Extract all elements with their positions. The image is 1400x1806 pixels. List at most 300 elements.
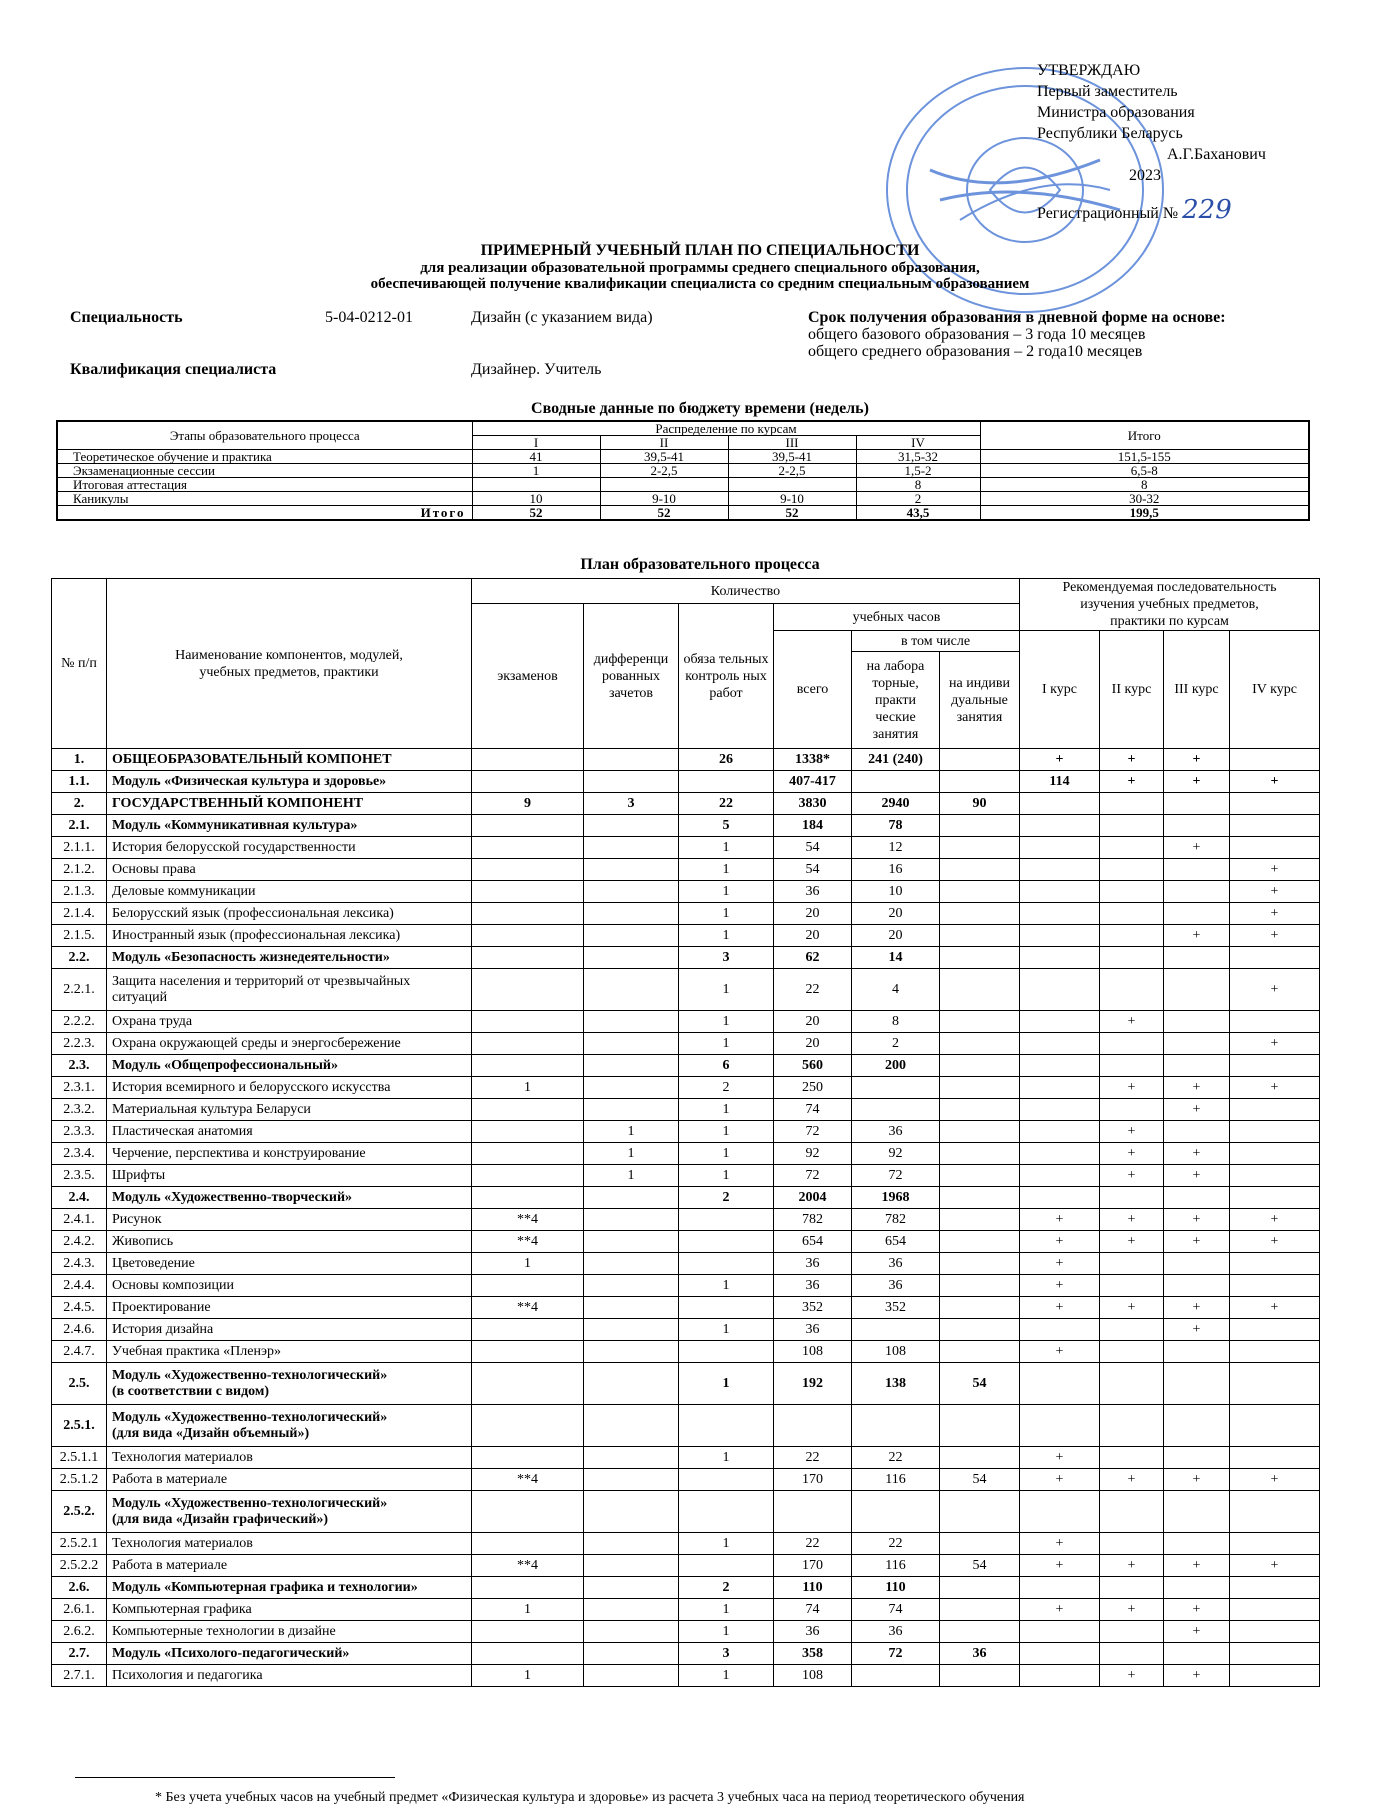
hours-individual — [940, 1055, 1020, 1077]
row-name: Компьютерные технологии в дизайне — [107, 1621, 472, 1643]
row-number: 2.4.1. — [52, 1209, 107, 1231]
hours-lab: 92 — [852, 1143, 940, 1165]
hours-individual: 36 — [940, 1643, 1020, 1665]
diff-credits-count — [584, 1577, 679, 1599]
hours-lab: 74 — [852, 1599, 940, 1621]
row-number: 2.3.5. — [52, 1165, 107, 1187]
control-works-count: 5 — [679, 815, 774, 837]
course-1-mark — [1020, 1621, 1100, 1643]
plan-row — [52, 1011, 1320, 1033]
budget-row — [57, 478, 1309, 492]
course-2-mark: + — [1100, 771, 1164, 793]
budget-row — [57, 464, 1309, 478]
row-name: Модуль «Психолого-педагогический» — [107, 1643, 472, 1665]
hours-total: 62 — [774, 947, 852, 969]
course-2-mark: + — [1100, 1121, 1164, 1143]
course-3-mark — [1164, 1187, 1230, 1209]
course-4-mark: + — [1230, 1033, 1320, 1055]
row-name: Шрифты — [107, 1165, 472, 1187]
course-3-mark: + — [1164, 925, 1230, 947]
hours-individual: 54 — [940, 1555, 1020, 1577]
control-works-count — [679, 1405, 774, 1447]
course-4-mark — [1230, 1577, 1320, 1599]
control-works-count: 3 — [679, 1643, 774, 1665]
course-2-mark — [1100, 881, 1164, 903]
row-number: 2.1. — [52, 815, 107, 837]
row-number: 2.1.2. — [52, 859, 107, 881]
course-2-mark: + — [1100, 749, 1164, 771]
plan-row — [52, 1491, 1320, 1533]
plan-table-title: План образовательного процесса — [580, 556, 820, 573]
row-number: 2.1.4. — [52, 903, 107, 925]
plan-row — [52, 859, 1320, 881]
header-sequence-line-2: изучения учебных предметов, — [1080, 597, 1259, 612]
course-4-mark: + — [1230, 903, 1320, 925]
diff-credits-count — [584, 1491, 679, 1533]
footnote: * Без учета учебных часов на учебный предмет «Физическая культура и здоровье» из расчета 3 учебных часа на период теоретического обучения — [155, 1790, 1025, 1805]
course-4-mark — [1230, 1121, 1320, 1143]
row-name — [107, 1491, 472, 1533]
hours-total: 20 — [774, 1011, 852, 1033]
course-2-mark: + — [1100, 1231, 1164, 1253]
hours-individual — [940, 1297, 1020, 1319]
row-name: Охрана окружающей среды и энергосбережение — [107, 1033, 472, 1055]
row-name-line-1: Модуль «Художественно-технологический» — [112, 1409, 388, 1425]
diff-credits-count — [584, 1469, 679, 1491]
course-3-mark — [1164, 903, 1230, 925]
budget-header-stages: Этапы образовательного процесса — [57, 421, 472, 450]
row-name: Модуль «Безопасность жизнедеятельности» — [107, 947, 472, 969]
plan-row — [52, 749, 1320, 771]
row-number: 2.1.5. — [52, 925, 107, 947]
header-sequence-line-1: Рекомендуемая последовательность — [1062, 580, 1277, 595]
registration-label: Регистрационный № — [1037, 205, 1179, 222]
hours-individual — [940, 1491, 1020, 1533]
budget-course-value: 8 — [856, 478, 980, 492]
plan-row — [52, 1533, 1320, 1555]
course-2-mark — [1100, 1187, 1164, 1209]
control-works-count — [679, 1209, 774, 1231]
row-name: Основы права — [107, 859, 472, 881]
hours-total: 184 — [774, 815, 852, 837]
hours-individual: 54 — [940, 1469, 1020, 1491]
hours-lab: 78 — [852, 815, 940, 837]
exams-count — [472, 1033, 584, 1055]
course-3-mark: + — [1164, 1319, 1230, 1341]
plan-row — [52, 1165, 1320, 1187]
course-1-mark — [1020, 1033, 1100, 1055]
hours-lab: 138 — [852, 1363, 940, 1405]
exams-count — [472, 1447, 584, 1469]
course-4-mark — [1230, 1643, 1320, 1665]
plan-row — [52, 1121, 1320, 1143]
row-number: 2.1.1. — [52, 837, 107, 859]
course-1-mark — [1020, 881, 1100, 903]
approval-block — [1037, 60, 1266, 224]
course-1-mark — [1020, 1121, 1100, 1143]
hours-total: 352 — [774, 1297, 852, 1319]
hours-total: 560 — [774, 1055, 852, 1077]
budget-course: III — [728, 436, 856, 450]
diff-credits-count — [584, 1055, 679, 1077]
hours-individual — [940, 859, 1020, 881]
hours-individual — [940, 1099, 1020, 1121]
diff-credits-count — [584, 881, 679, 903]
course-1-mark: + — [1020, 1447, 1100, 1469]
course-1-mark — [1020, 1099, 1100, 1121]
course-3-mark — [1164, 1253, 1230, 1275]
row-number: 2.3.2. — [52, 1099, 107, 1121]
control-works-count — [679, 1341, 774, 1363]
row-number: 2.3. — [52, 1055, 107, 1077]
row-name: ГОСУДАРСТВЕННЫЙ КОМПОНЕНТ — [107, 793, 472, 815]
diff-credits-count — [584, 1099, 679, 1121]
course-3-mark — [1164, 1055, 1230, 1077]
course-3-mark: + — [1164, 1099, 1230, 1121]
budget-course-value: 39,5-41 — [728, 450, 856, 464]
course-4-mark: + — [1230, 1231, 1320, 1253]
row-name: Рисунок — [107, 1209, 472, 1231]
course-3-mark: + — [1164, 1297, 1230, 1319]
control-works-count — [679, 1231, 774, 1253]
hours-individual — [940, 1253, 1020, 1275]
hours-individual — [940, 1165, 1020, 1187]
exams-count: **4 — [472, 1297, 584, 1319]
course-1-mark: + — [1020, 1209, 1100, 1231]
row-number: 2.1.3. — [52, 881, 107, 903]
hours-lab — [852, 1405, 940, 1447]
approval-line: УТВЕРЖДАЮ — [1037, 62, 1141, 79]
course-1-mark — [1020, 1319, 1100, 1341]
exams-count — [472, 903, 584, 925]
hours-total: 170 — [774, 1469, 852, 1491]
budget-course: IV — [856, 436, 980, 450]
course-4-mark — [1230, 1187, 1320, 1209]
plan-header-number: № п/п — [52, 579, 107, 749]
course-1-mark — [1020, 793, 1100, 815]
control-works-count: 1 — [679, 881, 774, 903]
control-works-count: 1 — [679, 1599, 774, 1621]
study-term — [808, 309, 1226, 360]
course-3-mark — [1164, 1121, 1230, 1143]
exams-count — [472, 1121, 584, 1143]
subtitle-line-1: для реализации образовательной программы среднего специального образования, — [420, 260, 980, 276]
specialty-name: Дизайн (с указанием вида) — [471, 309, 653, 326]
diff-credits-count — [584, 1533, 679, 1555]
diff-credits-count — [584, 925, 679, 947]
hours-total: 36 — [774, 1621, 852, 1643]
plan-row — [52, 1231, 1320, 1253]
hours-total: 22 — [774, 1447, 852, 1469]
course-1-mark — [1020, 947, 1100, 969]
hours-total: 36 — [774, 1253, 852, 1275]
hours-individual — [940, 1187, 1020, 1209]
hours-total: 782 — [774, 1209, 852, 1231]
exams-count: 1 — [472, 1253, 584, 1275]
row-number: 2.7.1. — [52, 1665, 107, 1687]
plan-row — [52, 1077, 1320, 1099]
budget-stage-label: Каникулы — [57, 492, 472, 506]
course-4-mark — [1230, 1253, 1320, 1275]
budget-course-value: 39,5-41 — [600, 450, 728, 464]
hours-total: 22 — [774, 1533, 852, 1555]
course-4-mark — [1230, 1665, 1320, 1687]
plan-header-name — [107, 579, 472, 749]
exams-count — [472, 1363, 584, 1405]
row-name: Модуль «Компьютерная графика и технологии» — [107, 1577, 472, 1599]
budget-course-value: 52 — [600, 506, 728, 521]
budget-stage-label: Итоговая аттестация — [57, 478, 472, 492]
course-2-mark: + — [1100, 1469, 1164, 1491]
course-2-mark — [1100, 925, 1164, 947]
diff-credits-count — [584, 1447, 679, 1469]
plan-row — [52, 1447, 1320, 1469]
budget-header-total: Итого — [980, 421, 1309, 450]
course-3-mark: + — [1164, 749, 1230, 771]
diff-credits-count: 1 — [584, 1165, 679, 1187]
control-works-count: 1 — [679, 1165, 774, 1187]
course-2-mark — [1100, 1533, 1164, 1555]
course-2-mark: + — [1100, 1599, 1164, 1621]
course-3-mark: + — [1164, 837, 1230, 859]
hours-total: 92 — [774, 1143, 852, 1165]
control-works-count: 1 — [679, 1621, 774, 1643]
course-1-mark: + — [1020, 1341, 1100, 1363]
control-works-count: 1 — [679, 1363, 774, 1405]
plan-row — [52, 1099, 1320, 1121]
hours-lab: 108 — [852, 1341, 940, 1363]
hours-lab — [852, 1319, 940, 1341]
control-works-count: 1 — [679, 1275, 774, 1297]
row-number: 2.5.2. — [52, 1491, 107, 1533]
course-1-mark — [1020, 925, 1100, 947]
row-number: 2.4.6. — [52, 1319, 107, 1341]
control-works-count: 1 — [679, 1033, 774, 1055]
exams-count — [472, 771, 584, 793]
diff-credits-count — [584, 1555, 679, 1577]
control-works-count — [679, 1253, 774, 1275]
exams-count: 1 — [472, 1077, 584, 1099]
diff-credits-count: 3 — [584, 793, 679, 815]
hours-individual — [940, 1447, 1020, 1469]
control-works-count: 1 — [679, 837, 774, 859]
course-3-mark — [1164, 881, 1230, 903]
exams-count — [472, 969, 584, 1011]
row-number: 2.5.1. — [52, 1405, 107, 1447]
row-name-line-2: (для вида «Дизайн объемный») — [112, 1425, 310, 1441]
row-name-line-2: (в соответствии с видом) — [112, 1383, 270, 1399]
course-3-mark: + — [1164, 1143, 1230, 1165]
course-1-mark — [1020, 1011, 1100, 1033]
course-2-mark — [1100, 1341, 1164, 1363]
course-2-mark — [1100, 1643, 1164, 1665]
exams-count — [472, 1165, 584, 1187]
diff-credits-count — [584, 1011, 679, 1033]
diff-credits-count — [584, 947, 679, 969]
budget-course-value: 2-2,5 — [728, 464, 856, 478]
course-1-mark: + — [1020, 1231, 1100, 1253]
budget-course-value: 52 — [472, 506, 600, 521]
exams-count — [472, 837, 584, 859]
course-4-mark — [1230, 1055, 1320, 1077]
row-name: Технология материалов — [107, 1447, 472, 1469]
course-2-mark — [1100, 1577, 1164, 1599]
hours-individual — [940, 1533, 1020, 1555]
exams-count — [472, 1275, 584, 1297]
row-number: 2.2.1. — [52, 969, 107, 1011]
row-number: 2.4.4. — [52, 1275, 107, 1297]
plan-row — [52, 947, 1320, 969]
hours-individual — [940, 903, 1020, 925]
course-3-mark — [1164, 1011, 1230, 1033]
course-4-mark — [1230, 1405, 1320, 1447]
hours-individual: 54 — [940, 1363, 1020, 1405]
hours-individual — [940, 969, 1020, 1011]
control-works-count: 2 — [679, 1187, 774, 1209]
row-number: 1.1. — [52, 771, 107, 793]
course-3-mark — [1164, 947, 1230, 969]
budget-course-value: 9-10 — [600, 492, 728, 506]
plan-header-control-works: обяза тельных контроль ных работ — [679, 604, 774, 749]
plan-header-course-4: IV курс — [1230, 631, 1320, 749]
term-secondary: общего среднего образования – 2 года10 месяцев — [808, 343, 1143, 360]
exams-count — [472, 1099, 584, 1121]
hours-individual — [940, 1621, 1020, 1643]
budget-course-value: 1 — [472, 464, 600, 478]
diff-credits-count — [584, 1319, 679, 1341]
exams-count — [472, 1055, 584, 1077]
hours-lab: 4 — [852, 969, 940, 1011]
row-number: 2.2. — [52, 947, 107, 969]
hours-individual — [940, 1011, 1020, 1033]
hours-lab — [852, 1491, 940, 1533]
diff-credits-count — [584, 1187, 679, 1209]
course-4-mark — [1230, 793, 1320, 815]
budget-total-value: 151,5-155 — [980, 450, 1309, 464]
control-works-count — [679, 1297, 774, 1319]
course-4-mark — [1230, 1275, 1320, 1297]
hours-lab: 352 — [852, 1297, 940, 1319]
specialty-code: 5-04-0212-01 — [325, 309, 413, 326]
course-1-mark: + — [1020, 1275, 1100, 1297]
plan-row — [52, 903, 1320, 925]
hours-individual — [940, 1577, 1020, 1599]
exams-count — [472, 881, 584, 903]
plan-row — [52, 1405, 1320, 1447]
hours-lab: 110 — [852, 1577, 940, 1599]
course-1-mark — [1020, 1665, 1100, 1687]
plan-row — [52, 793, 1320, 815]
hours-individual — [940, 815, 1020, 837]
hours-lab: 20 — [852, 903, 940, 925]
budget-course: II — [600, 436, 728, 450]
control-works-count: 1 — [679, 1319, 774, 1341]
exams-count — [472, 1143, 584, 1165]
hours-total: 36 — [774, 1319, 852, 1341]
course-4-mark: + — [1230, 881, 1320, 903]
diff-credits-count — [584, 1643, 679, 1665]
plan-header-diff-credits: дифференци рованных зачетов — [584, 604, 679, 749]
row-number: 2.2.2. — [52, 1011, 107, 1033]
course-2-mark — [1100, 1099, 1164, 1121]
hours-lab: 72 — [852, 1165, 940, 1187]
course-4-mark — [1230, 1011, 1320, 1033]
header-sequence-line-3: практики по курсам — [1110, 614, 1229, 629]
diff-credits-count — [584, 859, 679, 881]
budget-course: I — [472, 436, 600, 450]
plan-table — [51, 578, 1320, 1687]
hours-lab: 1968 — [852, 1187, 940, 1209]
control-works-count: 1 — [679, 859, 774, 881]
hours-lab: 654 — [852, 1231, 940, 1253]
row-number: 2.4. — [52, 1187, 107, 1209]
course-2-mark — [1100, 947, 1164, 969]
hours-individual — [940, 1275, 1020, 1297]
course-4-mark — [1230, 1165, 1320, 1187]
course-3-mark: + — [1164, 1209, 1230, 1231]
control-works-count: 26 — [679, 749, 774, 771]
qualification-value: Дизайнер. Учитель — [471, 361, 602, 378]
course-1-mark: + — [1020, 1599, 1100, 1621]
budget-course-value: 2-2,5 — [600, 464, 728, 478]
course-2-mark — [1100, 815, 1164, 837]
course-3-mark — [1164, 969, 1230, 1011]
row-number: 2.5.1.1 — [52, 1447, 107, 1469]
hours-total: 36 — [774, 1275, 852, 1297]
course-2-mark — [1100, 969, 1164, 1011]
hours-lab: 72 — [852, 1643, 940, 1665]
hours-lab: 241 (240) — [852, 749, 940, 771]
course-1-mark — [1020, 1577, 1100, 1599]
plan-header-sequence — [1020, 579, 1320, 631]
course-4-mark — [1230, 1621, 1320, 1643]
course-2-mark — [1100, 903, 1164, 925]
budget-header-distribution: Распределение по курсам — [472, 421, 980, 436]
course-2-mark: + — [1100, 1077, 1164, 1099]
row-name: ОБЩЕОБРАЗОВАТЕЛЬНЫЙ КОМПОНЕТ — [107, 749, 472, 771]
hours-total: 170 — [774, 1555, 852, 1577]
budget-total-value: 6,5-8 — [980, 464, 1309, 478]
course-3-mark — [1164, 1643, 1230, 1665]
plan-row — [52, 1209, 1320, 1231]
row-name: Белорусский язык (профессиональная лексика) — [107, 903, 472, 925]
plan-row — [52, 1033, 1320, 1055]
hours-total: 74 — [774, 1099, 852, 1121]
course-4-mark — [1230, 1447, 1320, 1469]
hours-individual: 90 — [940, 793, 1020, 815]
hours-individual — [940, 947, 1020, 969]
control-works-count: 3 — [679, 947, 774, 969]
budget-stage-label: Экзаменационные сессии — [57, 464, 472, 478]
plan-row — [52, 1665, 1320, 1687]
exams-count — [472, 1187, 584, 1209]
budget-stage-label: Итого — [57, 506, 472, 521]
plan-header-hours: учебных часов — [774, 604, 1020, 631]
course-4-mark — [1230, 815, 1320, 837]
course-2-mark — [1100, 1405, 1164, 1447]
row-number: 2.4.3. — [52, 1253, 107, 1275]
course-1-mark: 114 — [1020, 771, 1100, 793]
exams-count: **4 — [472, 1209, 584, 1231]
approval-year: 2023 — [1129, 167, 1161, 184]
exams-count — [472, 859, 584, 881]
plan-row — [52, 1555, 1320, 1577]
row-name: Модуль «Физическая культура и здоровье» — [107, 771, 472, 793]
hours-lab — [852, 1099, 940, 1121]
control-works-count: 2 — [679, 1077, 774, 1099]
course-3-mark: + — [1164, 1665, 1230, 1687]
header-name-line-1: Наименование компонентов, модулей, — [175, 647, 403, 663]
